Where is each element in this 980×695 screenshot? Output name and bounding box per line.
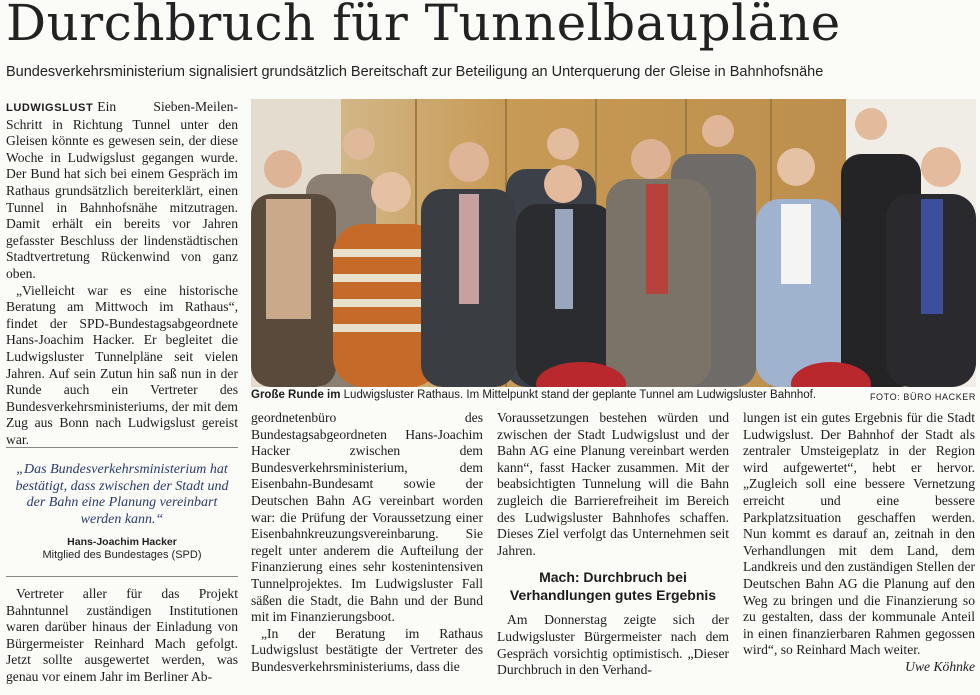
paragraph: Voraussetzungen bestehen würden und zwischen der Stadt Ludwigslust und der Bahn AG eine Planung vereinbart werden kann“, fasst Hacker zusammen. Mit der beabsichtigten Tunnelung will die Bahn zugleich die Barrierefreiheit im Bereich des Ludwigsluster Bahnhofes schaffen. Dieses Ziel verfolgt das Unternehmen seit Jahren. [497, 410, 729, 558]
paragraph: „Vielleicht war es eine historische Beratung am Mittwoch im Rathaus“, findet der SPD-Bundestagsabgeordnete Hans-Joachim Hacker. Er begleitet die Ludwigsluster Tunnelpläne seit vielen Jahren. Auf sein Zutun hin saß nun in der Runde auch ein Vertreter des Bundesverkehrsministeriums, der mit dem Zug aus Bonn nach Ludwigslust gereist war. [6, 282, 238, 447]
caption-text: Ludwigsluster Rathaus. Im Mittelpunkt stand der geplante Tunnel am Ludwigsluster Bahnhof. [343, 389, 817, 401]
quote-text: „Das Bundesverkehrsministerium hat bestätigt, dass zwischen der Stadt und der Bahn eine Planung vereinbart werden kann.“ [15, 462, 229, 527]
lead-paragraph [6, 99, 238, 283]
section-subheading: Mach: Durchbruch bei Verhandlungen gutes Ergebnis [509, 569, 717, 604]
pull-quote [6, 462, 238, 561]
caption-lead: Große Runde im [251, 389, 341, 401]
article-author: Uwe Köhnke [905, 658, 975, 674]
paragraph: Am Donnerstag zeigte sich der Ludwigsluster Bürgermeister nach dem Gespräch vorsichtig optimistisch. „Dieser Durchbruch in den Verhand- [497, 612, 729, 678]
quote-rule-top [6, 447, 238, 448]
quote-author: Hans-Joachim Hacker [67, 536, 177, 548]
paragraph: Vertreter aller für das Projekt Bahntunnel zuständigen Institutionen waren darüber hinaus der Einladung von Bürgermeister Reinhard Mach gefolgt. Jetzt sollte ausgewertet werden, was genau vor einem Jahr im Berliner Ab- [6, 586, 238, 684]
subheadline: Bundesverkehrsministerium signalisiert grundsätzlich Bereitschaft zur Beteiligung an Unterquerung der Gleise in Bahnhofsnähe [6, 64, 824, 80]
group-photo [251, 99, 976, 387]
article-column-3 [497, 410, 729, 679]
article-column-4 [743, 410, 975, 676]
group-photo-illustration [251, 99, 976, 387]
paragraph: lungen ist ein gutes Ergebnis für die Stadt Ludwigslust. Der Bahnhof der Stadt als zentraler Umsteigeplatz in der Region wird aufgewertet“, hebt er hervor. „Zugleich soll eine bessere Vernetzung erreicht und eine bessere Parkplatzsituation geschaffen werden. Nun kommt es darauf an, zeitnah in den Verhandlungen mit dem Land, dem Landkreis und den zuständigen Stellen der Deutschen Bahn AG die Planung auf den Weg zu bringen und die Finanzierung so zu gestalten, dass der kommunale Anteil in einen finanzierbaren Rahmen gegossen wird“, so Reinhard Mach weiter. [743, 410, 975, 658]
photo-caption [251, 389, 976, 401]
article-column-1-continued [6, 586, 238, 686]
quote-rule-bottom [6, 576, 238, 577]
article-column-1 [6, 99, 238, 448]
quote-author-role: Mitglied des Bundestages (SPD) [42, 549, 202, 561]
paragraph-text: Ein Sieben-Meilen-Schritt in Richtung Tunnel unter den Gleisen könnte es gewesen sein, der diese Woche in Ludwigslust gegangen wurde. Der Bund hat sich bei einem Gespräch im Rathaus grundsätzlich bereiterklärt, einen Tunnel in Bahnhofsnähe mitzutragen. Damit erhält ein bereits vor Jahren gefasster Beschluss der lindenstädtischen Stadtvertretung Rückenwind von ganz oben. [6, 99, 238, 281]
headline: Durchbruch für Tunnelbaupläne [6, 0, 841, 52]
article-column-2 [251, 410, 483, 676]
dateline: LUDWIGSLUST [6, 102, 94, 114]
paragraph: geordnetenbüro des Bundestagsabgeordneten Hans-Joachim Hacker zwischen dem Bundesverkehrsministerium, dem Eisenbahn-Bundesamt sowie der Deutschen Bahn AG vereinbart worden war: die Prüfung der Voraussetzung einer Eisenbahnkreuzungsvereinbarung. Sie regelt unter anderem die Aufteilung der Finanzierung eines sehr kostenintensiven Tunnelprojektes. Im Ludwigsluster Fall säßen die Stadt, die Bahn und der Bund mit im Finanzierungsboot. [251, 410, 483, 625]
photo-credit: FOTO: BÜRO HACKER [869, 392, 976, 402]
paragraph: „In der Beratung im Rathaus Ludwigslust bestätigte der Vertreter des Bundesverkehrsministeriums, dass die [251, 625, 483, 674]
